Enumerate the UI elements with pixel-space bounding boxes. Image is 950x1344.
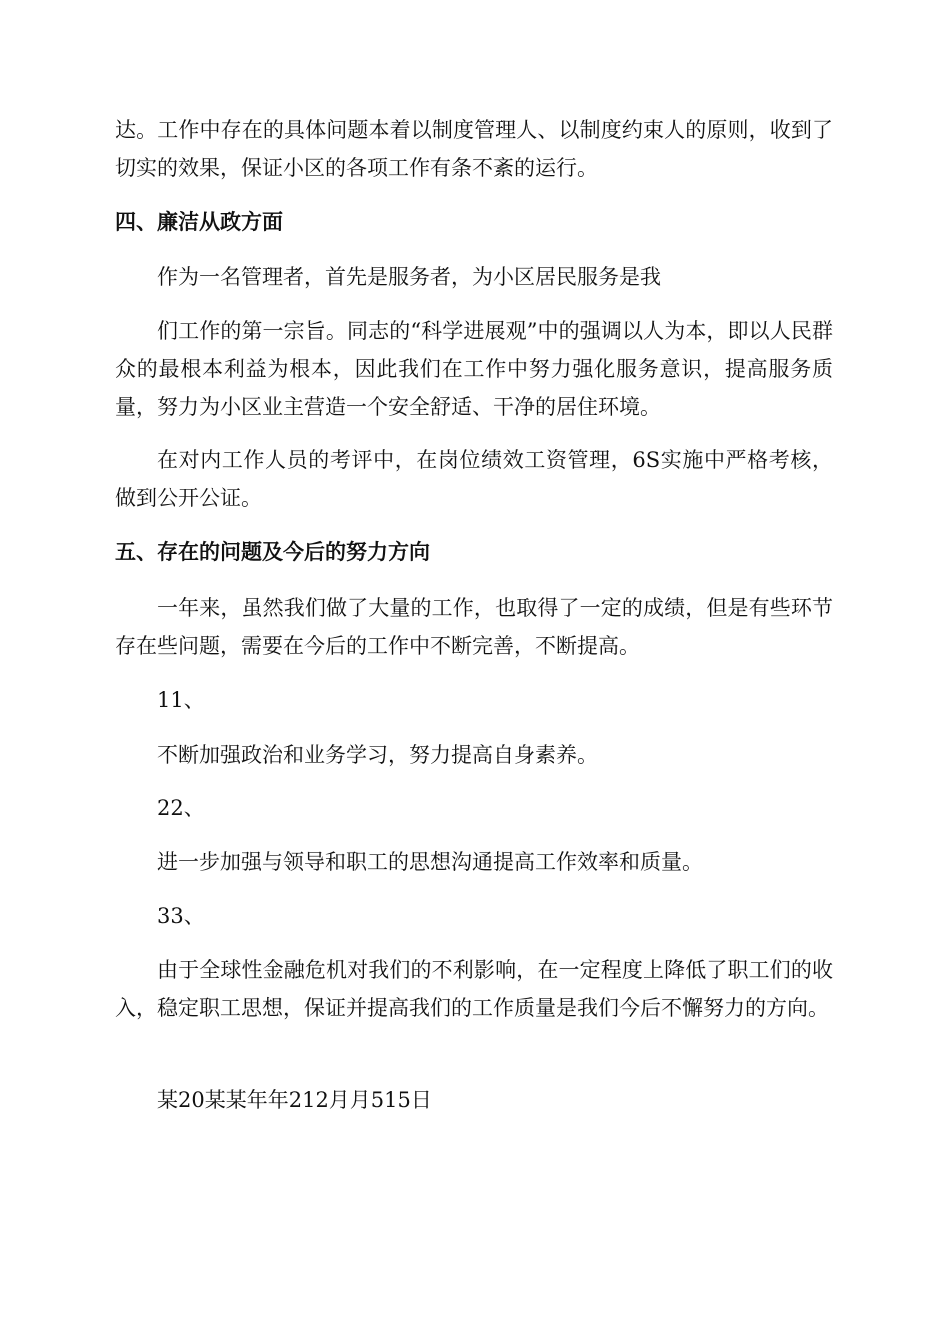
list-item-1-text: 不断加强政治和业务学习，努力提高自身素养。: [157, 743, 598, 767]
section-heading-4: 四、廉洁从政方面: [115, 209, 283, 234]
paragraph-intro-tail: 达。工作中存在的具体问题本着以制度管理人、以制度约束人的原则，收到了切实的效果，保证小区的各项工作有条不紊的运行。: [115, 118, 833, 180]
section-heading-5: 五、存在的问题及今后的努力方向: [115, 539, 430, 564]
paragraph-problems-intro: 一年来，虽然我们做了大量的工作，也取得了一定的成绩，但是有些环节存在些问题，需要在今后的工作中不断完善，不断提高。: [115, 596, 833, 658]
paragraph-service-continuation: 们工作的第一宗旨。同志的“科学进展观”中的强调以人为本，即以人民群众的最根本利益为根本，因此我们在工作中努力强化服务意识，提高服务质量，努力为小区业主营造一个安全舒适、干净的居住环境。: [115, 319, 833, 419]
list-item-2-text: 进一步加强与领导和职工的思想沟通提高工作效率和质量。: [157, 850, 703, 874]
paragraph-staff-evaluation: 在对内工作人员的考评中，在岗位绩效工资管理，6S实施中严格考核，做到公开公证。: [115, 448, 833, 510]
list-item-2-number: 22、: [157, 796, 205, 820]
list-item-3-number: 33、: [157, 904, 205, 928]
list-item-3-text: 由于全球性金融危机对我们的不利影响，在一定程度上降低了职工们的收入，稳定职工思想，保证并提高我们的工作质量是我们今后不懈努力的方向。: [115, 958, 833, 1020]
paragraph-service-first-line: 作为一名管理者，首先是服务者，为小区居民服务是我: [157, 265, 661, 289]
date-line: 某20某某年年212月月515日: [157, 1088, 432, 1112]
list-item-1-number: 11、: [157, 688, 205, 712]
